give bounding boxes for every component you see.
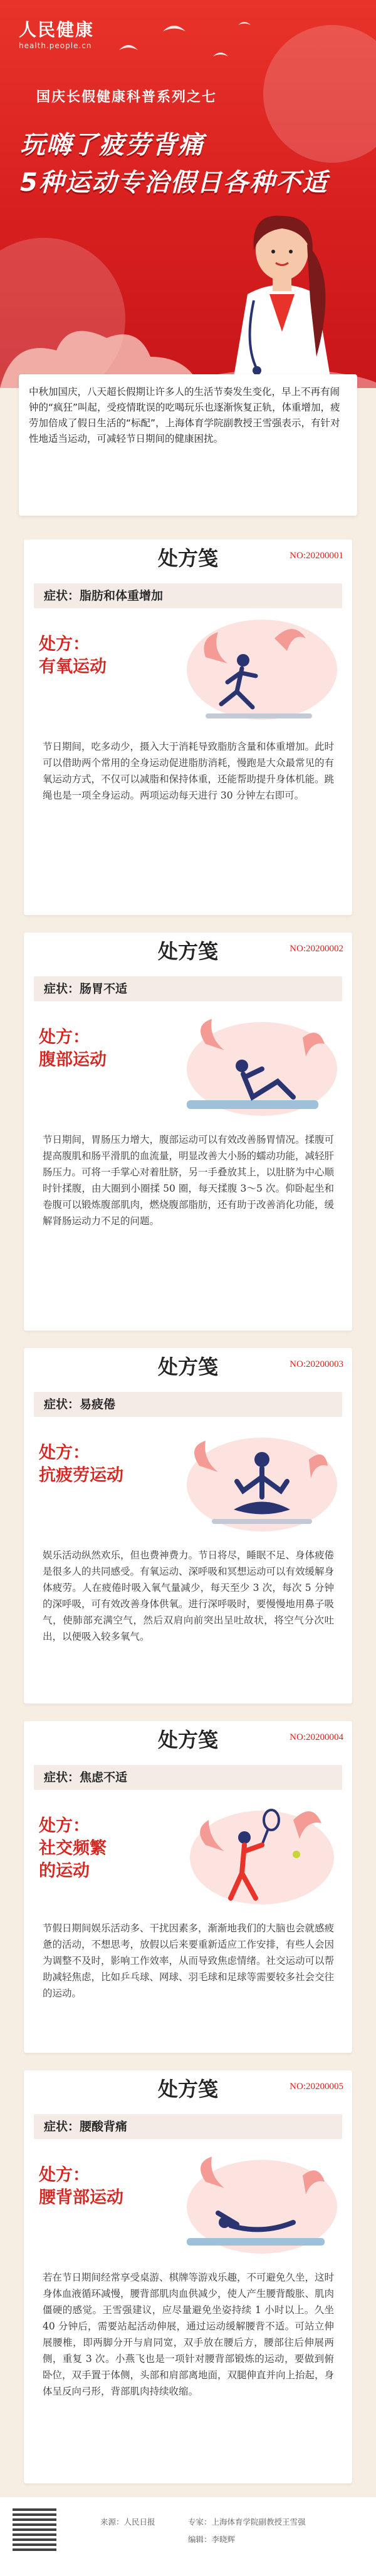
card-body: 节日期间，胃肠压力增大，腹部运动可以有效改善肠胃情况。揉腹可提高腹肌和肠平滑肌的血流量，明显改善大小肠的蠕动功能，减轻肝肠压力。可将一手掌心对着肚脐，另一手叠放其上，以肚脐为中心顺时针揉腹，由大圈到小圈揉 50 圈，每天揉腹 3～5 次。仰卧起坐和卷腹可以锻炼腹部肌肉，燃烧腹部脂肪，还有助于改善消化功能，缓解肾肠运动力不足的问题。 xyxy=(43,1134,335,1227)
back-exercise-illustration xyxy=(168,2144,337,2263)
rx-name: 腹部运动 xyxy=(39,1050,107,1070)
prescription-card-1 xyxy=(24,539,352,915)
prescription-number: NO:20200005 xyxy=(290,2082,343,2092)
intro-paragraph: 中秋加国庆，八天超长假期让许多人的生活节奏发生变化，早上不再有闹钟的“疯狂”叫起，受疫情耽误的吃喝玩乐也逐渐恢复正轨，体重增加，疲劳加倍成了假日生活的“标配”，上海体育学院副教授王雪强表示，有针对性地适当运动，可减轻节日期间的健康困扰。 xyxy=(29,386,340,444)
header-banner xyxy=(0,0,376,388)
prescription-card-5 xyxy=(24,2070,352,2483)
logo-url: health.people.cn xyxy=(19,41,92,50)
rx-prefix: 处方： xyxy=(39,1443,90,1463)
tennis-illustration xyxy=(174,1795,337,1914)
rx-name: 有氧运动 xyxy=(39,657,107,677)
doctor-illustration xyxy=(188,200,376,388)
prescription-number: NO:20200002 xyxy=(290,944,343,954)
prescription-number: NO:20200004 xyxy=(290,1732,343,1742)
card-title: 处方笺 xyxy=(157,546,218,570)
decorative-glow xyxy=(263,25,376,163)
rx-name: 社交频繁 xyxy=(39,1839,107,1858)
prescription-number: NO:20200001 xyxy=(290,551,343,561)
rx-prefix: 处方： xyxy=(39,2165,90,2185)
series-subtitle: 国庆长假健康科普系列之七 xyxy=(36,89,217,105)
running-illustration xyxy=(168,613,337,732)
symptom-label: 症状：腰酸背痛 xyxy=(34,2114,342,2139)
card-body: 节假日期间娱乐活动多、干扰因素多，渐渐地我们的大脑也会就感疲惫的活动，不想思考，放假以后来要重新适应工作安排，有些人会因为调整不及时，影响工作效率，从而导致焦虑情绪。社交运动可以帮助减轻焦虑，比如乒乓球、网球、羽毛球和足球等需要较多社会交往的运动。 xyxy=(43,1923,335,1999)
brand-logo xyxy=(19,16,94,50)
birds-icon xyxy=(107,13,269,88)
symptom-label: 症状：脂肪和体重增加 xyxy=(34,583,342,608)
symptom-label: 症状：肠胃不适 xyxy=(34,976,342,1001)
page-title-line2: 5种运动专治假日各种不适 xyxy=(20,168,328,197)
rx-name: 抗疲劳运动 xyxy=(39,1466,123,1485)
rx-prefix: 处方： xyxy=(39,1816,90,1836)
card-body: 娱乐活动纵然欢乐，但也费神费力。节日将尽，睡眠不足、身体疲倦是很多人的共同感受。有氧运动、深呼吸和冥想运动可以有效缓解身体疲劳。人在疲倦时吸入氧气量减少，每天至少 3 次，每次 5 分钟的深呼吸，可有效改善身体供氧。进行深呼吸时，要慢慢地用鼻子吸气，使肺部充满空气，然后双肩向前突出呈吐故状，将空气分次吐出，以便吸入较多氧气。 xyxy=(43,1550,335,1642)
situp-illustration xyxy=(168,1006,337,1125)
card-title: 处方笺 xyxy=(157,2077,218,2101)
meditation-illustration xyxy=(168,1422,337,1541)
rx-name-line2: 的运动 xyxy=(39,1861,90,1881)
prescription-number: NO:20200003 xyxy=(290,1359,343,1369)
card-title: 处方笺 xyxy=(157,1355,218,1379)
card-body: 若在节日期间经常享受桌游、棋牌等游戏乐趣，不可避免久坐，这时身体血液循环减慢，腰背部肌肉血供减少，使人产生腰背酸胀、肌肉僵硬的感觉。王雪强建议，应尽量避免坐姿持续 1 小时以上。久坐 40 分钟后，需要站起活动伸展，通过运动缓解腰背不适。可站立伸展腰椎，即两脚分开与肩同宽，双手放在腰后方，腰部往后伸展两侧，重复 3 次。小燕飞也是一项针对腰背部锻炼的运动，要做到俯卧位，双手置于体侧，头部和肩部离地面，双腿伸直并向上抬起，身体呈反向弓形，背部肌肉持续收缩。 xyxy=(43,2272,335,2397)
source-credit: 来源：人民日报 xyxy=(100,2517,155,2527)
card-title: 处方笺 xyxy=(157,1728,218,1752)
editor-credit: 编辑：李晓辉 xyxy=(188,2535,236,2544)
prescription-card-4 xyxy=(24,1721,352,2053)
rx-prefix: 处方： xyxy=(39,1028,90,1047)
prescription-card-3 xyxy=(24,1348,352,1704)
page-title-line1: 玩嗨了疲劳背痛 xyxy=(20,131,204,160)
qr-code[interactable] xyxy=(13,2507,56,2551)
rx-prefix: 处方： xyxy=(39,635,90,654)
logo-name: 人民健康 xyxy=(19,19,95,40)
rx-name: 腰背部运动 xyxy=(39,2188,123,2207)
symptom-label: 症状：焦虑不适 xyxy=(34,1765,342,1790)
expert-credit: 专家：上海体育学院副教授王雪强 xyxy=(188,2517,306,2527)
symptom-label: 症状：易疲倦 xyxy=(34,1392,342,1417)
card-body: 节日期间，吃多动少，摄入大于消耗导致脂肪含量和体重增加。此时可以借助两个常用的全身运动促进脂肪消耗，慢跑是大众最常见的有氧运动方式，不仅可以减脂和保持体重，还能帮助提升身体机能。跳绳也是一项全身运动。两项运动每天进行 30 分钟左右即可。 xyxy=(43,741,335,801)
prescription-card-2 xyxy=(24,933,352,1331)
card-title: 处方笺 xyxy=(157,939,218,963)
